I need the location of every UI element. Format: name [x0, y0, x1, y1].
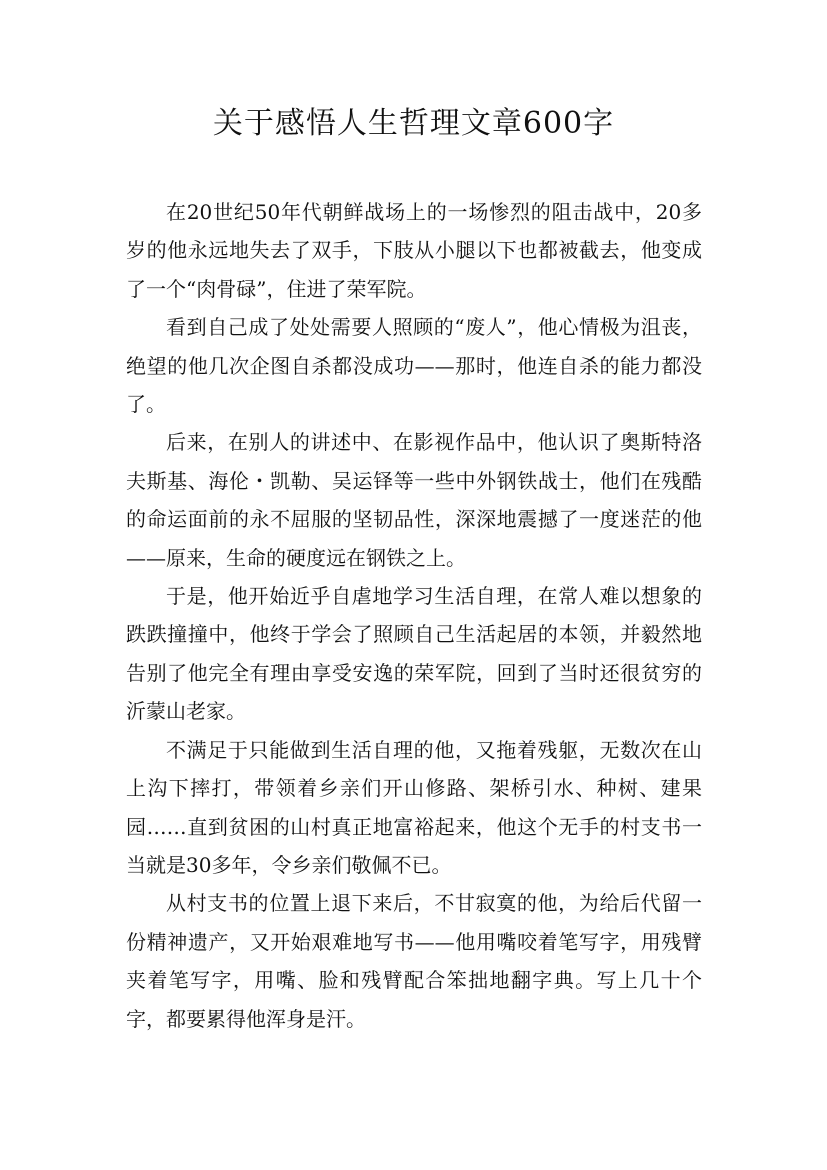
paragraph: 于是，他开始近乎自虐地学习生活自理，在常人难以想象的跌跌撞撞中，他终于学会了照顾自己生活起居的本领，并毅然地告别了他完全有理由享受安逸的荣军院，回到了当时还很贫穷的沂蒙山老家。: [126, 584, 702, 724]
document-body: [126, 193, 702, 1038]
paragraph: 在20世纪50年代朝鲜战场上的一场惨烈的阻击战中，20多岁的他永远地失去了双手，下肢从小腿以下也都被截去，他变成了一个“肉骨碌”，住进了荣军院。: [126, 200, 702, 301]
document-title: 关于感悟人生哲理文章600字: [212, 106, 615, 141]
paragraph: 后来，在别人的讲述中、在影视作品中，他认识了奥斯特洛夫斯基、海伦・凯勒、吴运铎等一些中外钢铁战士，他们在残酷的命运面前的永不屈服的坚韧品性，深深地震撼了一度迷茫的他——原来，生命的硬度远在钢铁之上。: [126, 430, 702, 570]
paragraph: 不满足于只能做到生活自理的他，又拖着残躯，无数次在山上沟下摔打，带领着乡亲们开山修路、架桥引水、种树、建果园……直到贫困的山村真正地富裕起来，他这个无手的村支书一当就是30多年，令乡亲们敬佩不已。: [126, 737, 702, 877]
paragraph: 从村支书的位置上退下来后，不甘寂寞的他，为给后代留一份精神遗产，又开始艰难地写书——他用嘴咬着笔写字，用残臂夹着笔写字，用嘴、脸和残臂配合笨拙地翻字典。写上几十个字，都要累得他浑身是汗。: [126, 891, 702, 1031]
paragraph: 看到自己成了处处需要人照顾的“废人”，他心情极为沮丧，绝望的他几次企图自杀都没成功——那时，他连自杀的能力都没了。: [126, 315, 702, 417]
